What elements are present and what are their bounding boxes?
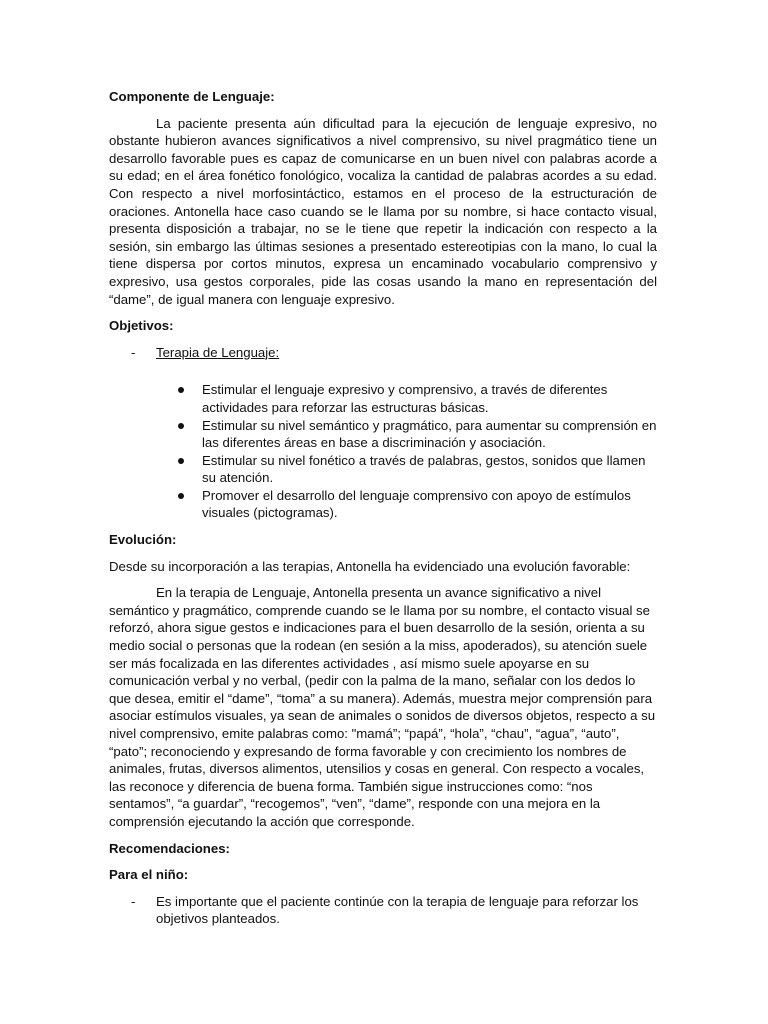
bullet-item (109, 452, 657, 487)
objetivos-dash-list (109, 344, 657, 362)
evolucion-paragraph: En la terapia de Lenguaje, Antonella presenta un avance significativo a nivel semántico y pragmático, comprende cuando se le llama por su nombre, el contacto visual se reforzó, ahora sigue gestos e indicaciones para el buen desarrollo de la sesión, orienta a su medio social o personas que la rodean (en sesión a la miss, apoderados), su atención suele ser más focalizada en las diferentes actividades , así mismo suele apoyarse en su comunicación verbal y no verbal, (pedir con la palma de la mano, señalar con los dedos lo que desea, emitir el “dame”, “toma” a su manera). Además, muestra mejor comprensión para asociar estímulos visuales, ya sean de animales o sonidos de diversos objetos, respecto a su nivel comprensivo, emite palabras como: "mamá”; “papá”, “hola”, “chau”, “agua”, “auto”, “pato”; reconociendo y expresando de forma favorable y con crecimiento los nombres de animales, frutas, diversos alimentos, utensilios y cosas en general. Con respecto a vocales, las reconoce y diferencia de buena forma. También sigue instrucciones como: “nos sentamos”, “a guardar”, “recogemos”, “ven”, “dame”, responde con una mejora en la comprensión ejecutando la acción que corresponde. (109, 585, 656, 829)
terapia-subheading: Terapia de Lenguaje: (156, 344, 280, 360)
bullet-item (109, 417, 657, 452)
para-nino-heading: Para el niño: (109, 867, 189, 883)
recomendacion-text: Es importante que el paciente continúe con la terapia de lenguaje para reforzar los objetivos planteados. (156, 893, 639, 927)
bullet-text: Estimular el lenguaje expresivo y comprensivo, a través de diferentes actividades para reforzar las estructuras básicas. (202, 382, 608, 415)
bullet-item (109, 487, 657, 522)
bullet-text: Promover el desarrollo del lenguaje comprensivo con apoyo de estímulos visuales (pictogramas). (202, 487, 631, 521)
evolucion-heading: Evolución: (109, 532, 177, 548)
bullet-text: Estimular su nivel semántico y pragmático, para aumentar su comprensión en las diferentes áreas en base a discriminación y asociación. (202, 417, 657, 451)
componente-paragraph: La paciente presenta aún dificultad para la ejecución de lenguaje expresivo, no obstante hubieron avances significativos a nivel comprensivo, su nivel pragmático tiene un desarrollo favorable pues es capaz de comunicarse en un buen nivel con palabras acorde a su edad; en el área fonético fonológico, vocaliza la cantidad de palabras acordes a su edad. Con respecto a nivel morfosintáctico, estamos en el proceso de la estructuración de oraciones. Antonella hace caso cuando se le llama por su nombre, si hace contacto visual, presenta disposición a trabajar, no se le tiene que repetir la indicación con respecto a la sesión, sin embargo las últimas sesiones a presentado estereotipias con la mano, lo cual la tiene dispersa por cortos minutos, expresa un encaminado vocabulario comprensivo y expresivo, usa gestos corporales, pide las cosas usando la mano en representación del “dame”, de igual manera con lenguaje expresivo. (109, 115, 657, 307)
dash-list-item (109, 893, 657, 928)
document-page (109, 88, 657, 928)
dash-list-item (109, 344, 657, 362)
bullet-text: Estimular su nivel fonético a través de palabras, gestos, sonidos que llamen su atención. (202, 452, 646, 486)
recomendaciones-list (109, 893, 657, 928)
componente-heading: Componente de Lenguaje: (109, 89, 275, 104)
bullet-icon (178, 387, 184, 393)
bullet-icon (178, 458, 184, 464)
bullet-item (109, 381, 657, 416)
recomendaciones-heading: Recomendaciones: (109, 840, 230, 856)
bullet-icon (178, 423, 184, 429)
objetivos-bullet-list (109, 381, 657, 522)
objetivos-heading: Objetivos: (109, 318, 174, 334)
evolucion-intro: Desde su incorporación a las terapias, Antonella ha evidenciado una evolución favorable: (109, 558, 631, 574)
bullet-icon (178, 493, 184, 499)
